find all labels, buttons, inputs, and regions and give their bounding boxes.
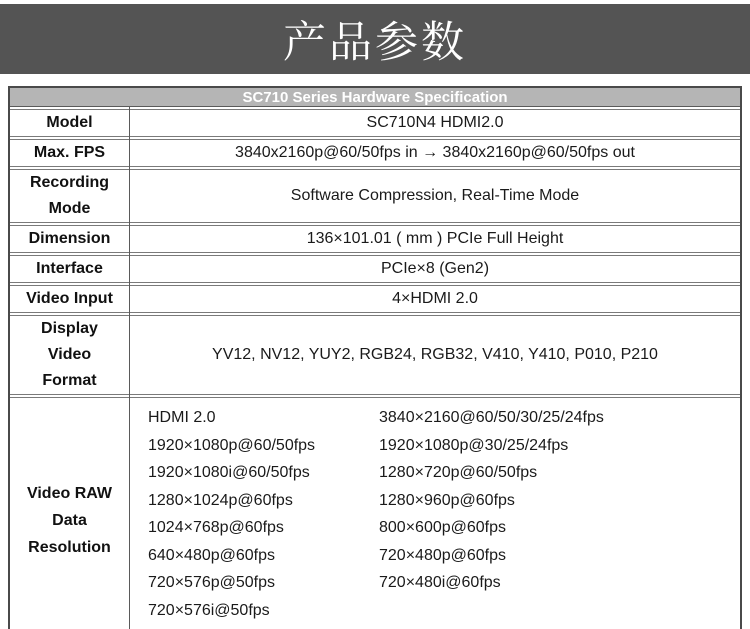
row-label-line: Model (46, 114, 93, 131)
row-label (10, 316, 130, 394)
row-label-line: Dimension (28, 230, 111, 247)
table-row (10, 139, 740, 167)
resolution-item: 1280×720p@60/50fps (379, 464, 538, 481)
row-label (10, 140, 130, 166)
row-label-line: Display (41, 320, 98, 337)
row-label-line: Interface (36, 260, 103, 277)
spec-table-header: SC710 Series Hardware Specification (10, 88, 740, 107)
row-label (10, 286, 130, 312)
table-row-video-raw (10, 397, 740, 629)
resolution-item: 1920×1080p@30/25/24fps (379, 436, 569, 454)
row-label-line: Resolution (28, 538, 111, 556)
row-label-line: Video (47, 346, 92, 363)
product-parameters-banner (0, 4, 750, 74)
row-label (10, 170, 130, 222)
row-value: 136×101.01 ( mm ) PCIe Full Height (306, 230, 564, 247)
banner-title: 产品参数 (283, 18, 467, 67)
table-row (10, 315, 740, 395)
row-value: SC710N4 HDMI2.0 (366, 114, 504, 131)
resolution-item: HDMI 2.0 (148, 409, 216, 426)
resolution-list-left (148, 404, 379, 624)
row-value: 4×HDMI 2.0 (392, 290, 478, 307)
row-value: YV12, NV12, YUY2, RGB24, RGB32, V410, Y410, P010, P210 (212, 346, 658, 363)
resolution-item: 800×600p@60fps (379, 519, 507, 536)
row-label-line: Recording (29, 174, 110, 191)
resolution-item: 1280×1024p@60fps (148, 491, 293, 509)
resolution-item: 1280×960p@60fps (379, 491, 515, 509)
row-label-line: Format (42, 372, 97, 389)
table-row (10, 109, 740, 137)
column-divider (129, 107, 130, 629)
table-row (10, 169, 740, 223)
resolution-item: 1920×1080i@60/50fps (148, 464, 310, 481)
resolution-item: 640×480p@60fps (148, 546, 276, 564)
table-row (10, 225, 740, 253)
row-label-line: Data (52, 511, 87, 529)
row-value (130, 398, 740, 629)
spec-table (8, 86, 742, 629)
row-label (10, 256, 130, 282)
resolution-list-right (379, 404, 604, 597)
table-row (10, 255, 740, 283)
row-label-line: Video RAW (26, 484, 113, 502)
resolution-item: 1920×1080p@60/50fps (148, 436, 316, 454)
table-row (10, 285, 740, 313)
resolution-item: 720×480i@60fps (379, 574, 501, 591)
row-label (10, 226, 130, 252)
row-value: 3840x2160p@60/50fps in → 3840x2160p@60/50fps out (235, 144, 635, 161)
row-label (10, 398, 130, 629)
row-label (10, 110, 130, 136)
resolution-item: 1024×768p@60fps (148, 519, 284, 536)
row-label-line: Video Input (26, 290, 113, 307)
resolution-item: 720×576p@50fps (148, 574, 276, 591)
row-value: PCIe×8 (Gen2) (380, 260, 490, 277)
resolution-item: 720×480p@60fps (379, 546, 507, 564)
row-label-line: Mode (48, 200, 91, 217)
row-label-line: Max. FPS (33, 144, 106, 161)
resolution-item: 720×576i@50fps (148, 601, 270, 619)
row-value: Software Compression, Real-Time Mode (290, 187, 580, 204)
resolution-item: 3840×2160@60/50/30/25/24fps (379, 409, 604, 426)
spec-rows (10, 109, 740, 629)
